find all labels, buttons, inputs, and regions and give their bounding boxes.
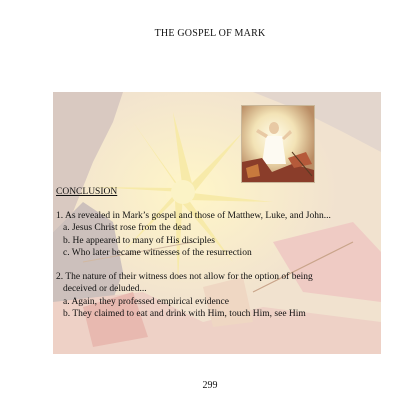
slide-text [56, 186, 378, 321]
slide-heading: CONCLUSION [56, 187, 118, 197]
point-1-sub-c: c. Who later became witnesses of the resurrection [63, 248, 252, 258]
point-1-sub-a: a. Jesus Christ rose from the dead [63, 223, 191, 233]
point-1-sub-b: b. He appeared to many of His disciples [63, 235, 215, 246]
point-2-sub-b: b. They claimed to eat and drink with Him, touch Him, see Him [63, 309, 306, 319]
slide [53, 92, 381, 354]
point-2-line-1: 2. The nature of their witness does not allow for the option of being [56, 271, 313, 282]
resurrection-painting-graphic [242, 106, 314, 182]
point-2-line-2: deceived or deluded... [63, 284, 147, 294]
resurrection-painting [242, 106, 314, 182]
page-header: THE GOSPEL OF MARK [154, 28, 266, 39]
page-number: 299 [202, 380, 218, 391]
point-2-sub-a: a. Again, they professed empirical evidence [63, 296, 229, 307]
point-1: 1. As revealed in Mark’s gospel and those of Matthew, Luke, and John... [56, 210, 331, 221]
